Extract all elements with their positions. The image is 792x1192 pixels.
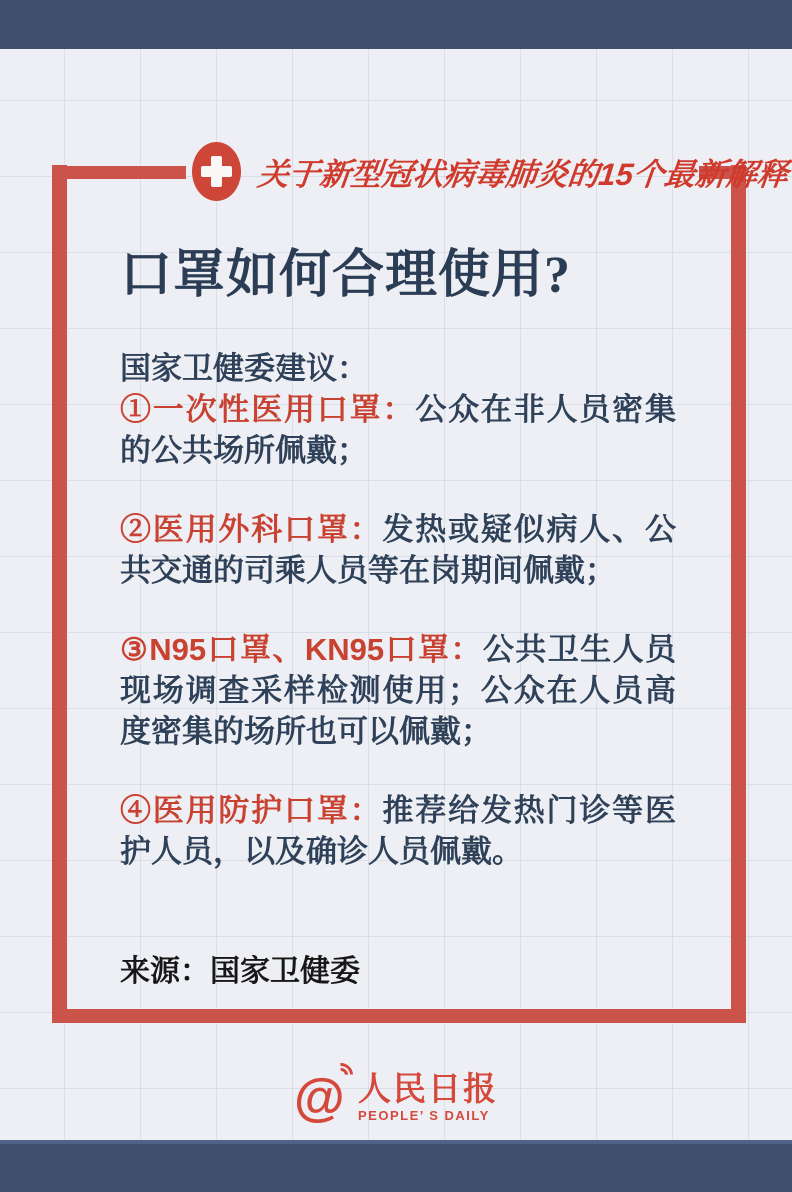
mask-item-3-text: 公共卫生人员现场调查采样检测使用；公众在人员高度密集的场所也可以佩戴； xyxy=(120,632,676,749)
red-frame-bottom xyxy=(52,1009,746,1023)
mask-item-2-label: ②医用外科口罩： xyxy=(120,512,383,547)
red-frame-right xyxy=(731,165,746,1023)
source-line: 来源：国家卫健委 xyxy=(120,955,360,988)
medical-cross-icon xyxy=(192,142,241,201)
top-banner-bar xyxy=(0,0,792,49)
logo-english-name: PEOPLE’ S DAILY xyxy=(358,1108,490,1123)
header xyxy=(192,140,791,202)
red-frame-left xyxy=(52,165,67,1023)
cross-vertical-bar xyxy=(211,156,222,187)
mask-item-3-label: ③N95口罩、KN95口罩： xyxy=(120,632,483,667)
red-frame-top-left-segment xyxy=(52,166,186,179)
at-microphone-icon xyxy=(294,1069,350,1127)
mask-item-1 xyxy=(120,389,676,471)
mask-item-4 xyxy=(120,790,676,872)
mask-item-1-text: 公众在非人员密集的公共场所佩戴； xyxy=(120,392,676,468)
mask-item-4-text: 推荐给发热门诊等医护人员，以及确诊人员佩戴。 xyxy=(120,793,676,869)
logo-text-block xyxy=(358,1072,498,1123)
page-title: 口罩如何合理使用? xyxy=(120,247,572,304)
mask-item-3 xyxy=(120,629,676,752)
intro-line: 国家卫健委建议： xyxy=(120,351,368,386)
mask-item-2-text: 发热或疑似病人、公共交通的司乘人员等在岗期间佩戴； xyxy=(120,512,676,588)
peoples-daily-logo xyxy=(0,1069,792,1127)
mask-item-1-label: ①一次性医用口罩： xyxy=(120,392,416,427)
main-content xyxy=(120,248,676,992)
at-glyph: @ xyxy=(294,1069,345,1127)
series-title: 关于新型冠状病毒肺炎的15个最新解释 xyxy=(255,156,791,192)
mask-item-4-label: ④医用防护口罩： xyxy=(120,793,383,828)
bottom-banner-bar xyxy=(0,1140,792,1192)
logo-chinese-name: 人民日报 xyxy=(358,1070,498,1107)
mask-item-2 xyxy=(120,509,676,591)
